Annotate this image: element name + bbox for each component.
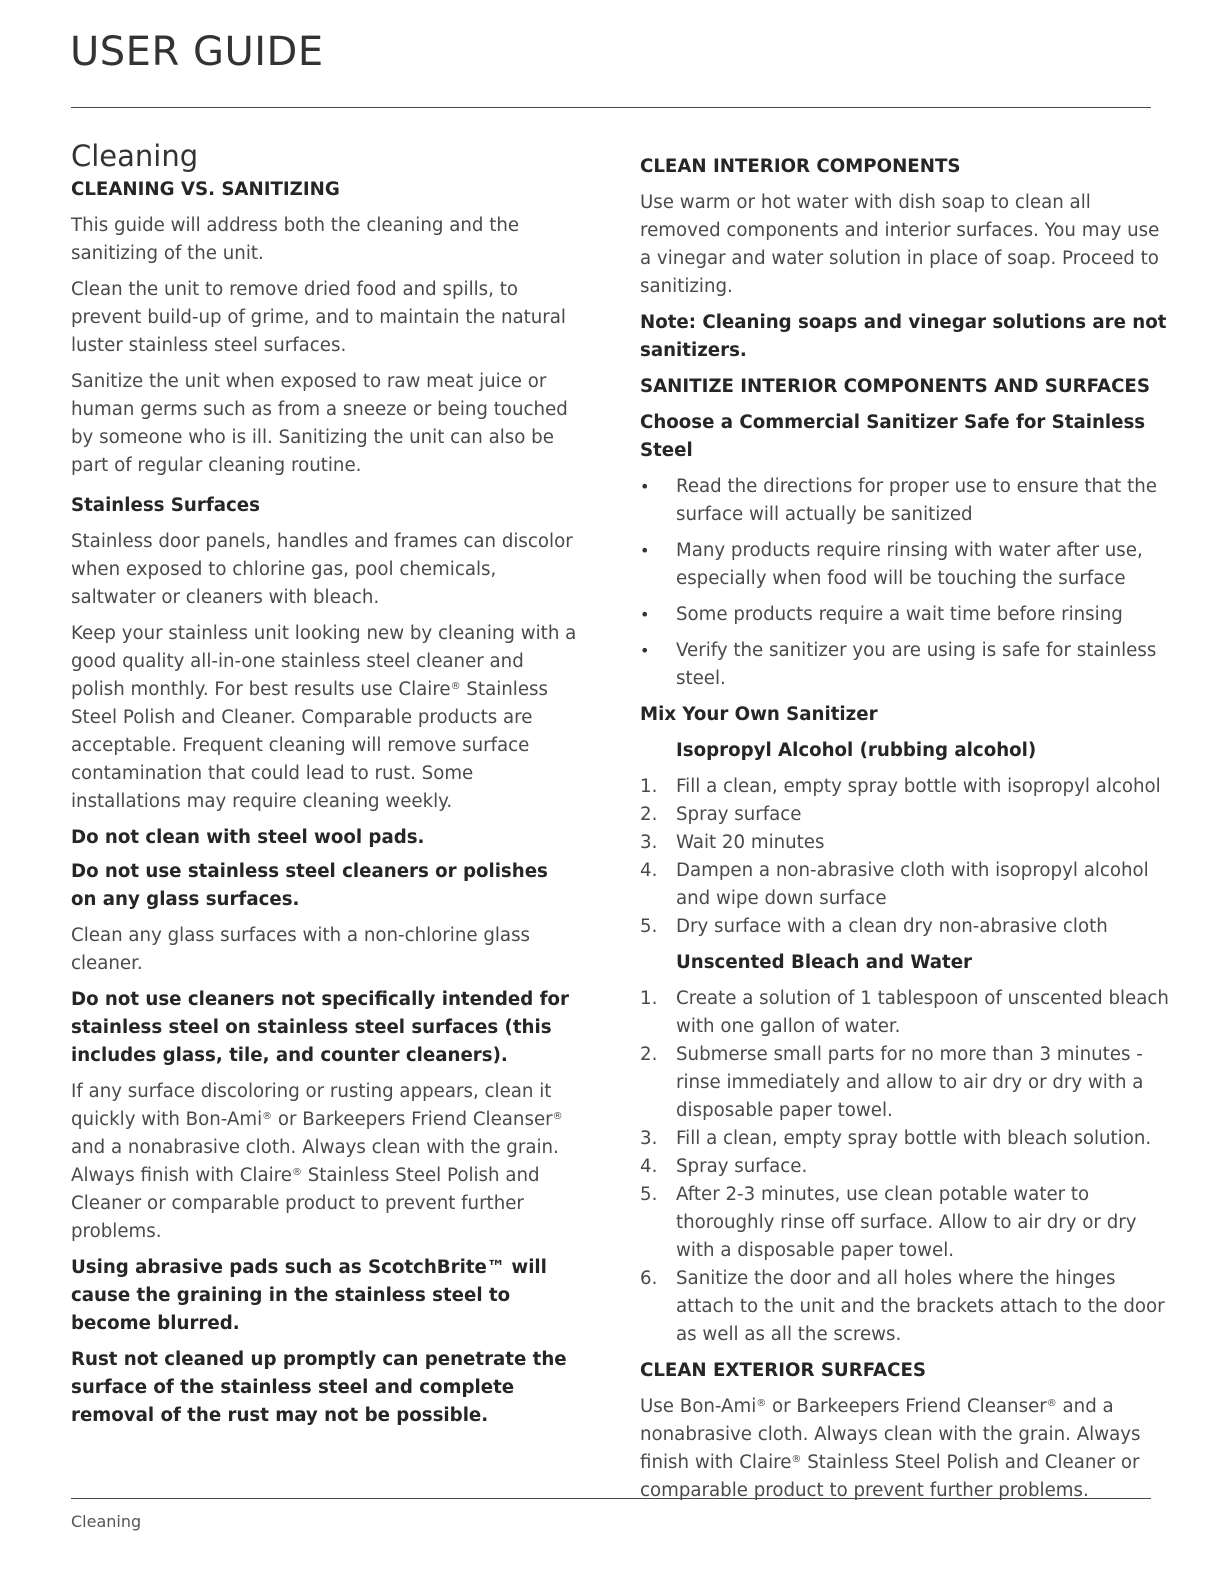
warning-text: Do not use cleaners not specifically intended for stainless steel on stainless steel surfaces (this includes glass, tile, and counter cleaners). <box>71 989 569 1066</box>
heading-clean-exterior: CLEAN EXTERIOR SURFACES <box>640 1360 926 1381</box>
list-item: 4. Spray surface. <box>640 1156 808 1177</box>
heading-isopropyl-alcohol: Isopropyl Alcohol (rubbing alcohol) <box>676 740 1037 761</box>
right-column <box>640 153 1175 1513</box>
paragraph: Stainless door panels, handles and frames can discolor when exposed to chlorine gas, pool chemicals, saltwater or cleaners with bleach. <box>71 531 573 608</box>
warning-text: Do not clean with steel wool pads. <box>71 827 425 848</box>
list-item: • Read the directions for proper use to ensure that the surface will actually be sanitized <box>640 476 1157 525</box>
left-column <box>71 138 579 1438</box>
list-item: • Verify the sanitizer you are using is safe for stainless steel. <box>640 640 1157 689</box>
paragraph: Use Bon-Ami® or Barkeepers Friend Cleanser® and a nonabrasive cloth. Always clean with the grain. Always finish with Claire® Stainless Steel Polish and Cleaner or comparable product to prevent further problems. <box>640 1396 1141 1501</box>
header-divider <box>71 107 1151 108</box>
heading-sanitize-interior: SANITIZE INTERIOR COMPONENTS AND SURFACES <box>640 376 1150 397</box>
sanitizer-bullet-list <box>640 473 1175 693</box>
footer-divider <box>71 1498 1151 1499</box>
list-item: 4. Dampen a non-abrasive cloth with isopropyl alcohol and wipe down surface <box>640 860 1149 909</box>
footer-label: Cleaning <box>71 1512 142 1531</box>
list-item: 6. Sanitize the door and all holes where the hinges attach to the unit and the brackets attach to the door as well as all the screws. <box>640 1268 1165 1345</box>
heading-mix-sanitizer: Mix Your Own Sanitizer <box>640 704 878 725</box>
list-item: 1. Fill a clean, empty spray bottle with isopropyl alcohol <box>640 776 1161 797</box>
warning-text: Using abrasive pads such as ScotchBrite™ will cause the graining in the stainless steel to become blurred. <box>71 1257 547 1334</box>
list-item: 3. Wait 20 minutes <box>640 832 825 853</box>
paragraph: Clean any glass surfaces with a non-chlorine glass cleaner. <box>71 925 531 974</box>
heading-clean-interior: CLEAN INTERIOR COMPONENTS <box>640 156 961 177</box>
list-item: 2. Spray surface <box>640 804 802 825</box>
list-item: 2. Submerse small parts for no more than 3 minutes - rinse immediately and allow to air dry or dry with a disposable paper towel. <box>640 1044 1144 1121</box>
paragraph: Clean the unit to remove dried food and spills, to prevent build-up of grime, and to maintain the natural luster stainless steel surfaces. <box>71 279 566 356</box>
heading-unscented-bleach: Unscented Bleach and Water <box>676 952 973 973</box>
list-item: 3. Fill a clean, empty spray bottle with bleach solution. <box>640 1128 1152 1149</box>
list-item: 5. After 2-3 minutes, use clean potable water to thoroughly rinse off surface. Allow to air dry or dry with a disposable paper towel. <box>640 1184 1137 1261</box>
bleach-steps-list <box>640 985 1175 1349</box>
list-item: • Many products require rinsing with water after use, especially when food will be touching the surface <box>640 540 1143 589</box>
paragraph: Use warm or hot water with dish soap to clean all removed components and interior surfaces. You may use a vinegar and water solution in place of soap. Proceed to sanitizing. <box>640 192 1160 297</box>
warning-text: Rust not cleaned up promptly can penetrate the surface of the stainless steel and complete removal of the rust may not be possible. <box>71 1349 567 1426</box>
paragraph: This guide will address both the cleaning and the sanitizing of the unit. <box>71 215 520 264</box>
paragraph: If any surface discoloring or rusting appears, clean it quickly with Bon-Ami® or Barkeepers Friend Cleanser® and a nonabrasive cloth. Always clean with the grain. Always finish with Claire® Stainless Steel Polish and Cleaner or comparable product to prevent further problems. <box>71 1081 563 1242</box>
list-item: 1. Create a solution of 1 tablespoon of unscented bleach with one gallon of water. <box>640 988 1169 1037</box>
heading-choose-sanitizer: Choose a Commercial Sanitizer Safe for Stainless Steel <box>640 412 1146 461</box>
paragraph: Sanitize the unit when exposed to raw meat juice or human germs such as from a sneeze or being touched by someone who is ill. Sanitizing the unit can also be part of regular cleaning routine. <box>71 371 568 476</box>
warning-text: Do not use stainless steel cleaners or polishes on any glass surfaces. <box>71 861 548 910</box>
page-header-title: USER GUIDE <box>70 29 324 75</box>
list-item: 5. Dry surface with a clean dry non-abrasive cloth <box>640 916 1108 937</box>
section-title: Cleaning <box>71 139 199 173</box>
heading-stainless-surfaces: Stainless Surfaces <box>71 495 260 516</box>
heading-cleaning-vs-sanitizing: CLEANING VS. SANITIZING <box>71 179 340 200</box>
isopropyl-steps-list <box>640 773 1175 941</box>
note-text: Note: Cleaning soaps and vinegar solutions are not sanitizers. <box>640 312 1167 361</box>
list-item: • Some products require a wait time before rinsing <box>640 604 1123 625</box>
paragraph: Keep your stainless unit looking new by cleaning with a good quality all-in-one stainless steel cleaner and polish monthly. For best results use Claire® Stainless Steel Polish and Cleaner. Comparable products are acceptable. Frequent cleaning will remove surface contamination that could lead to rust. Some installations may require cleaning weekly. <box>71 623 577 812</box>
